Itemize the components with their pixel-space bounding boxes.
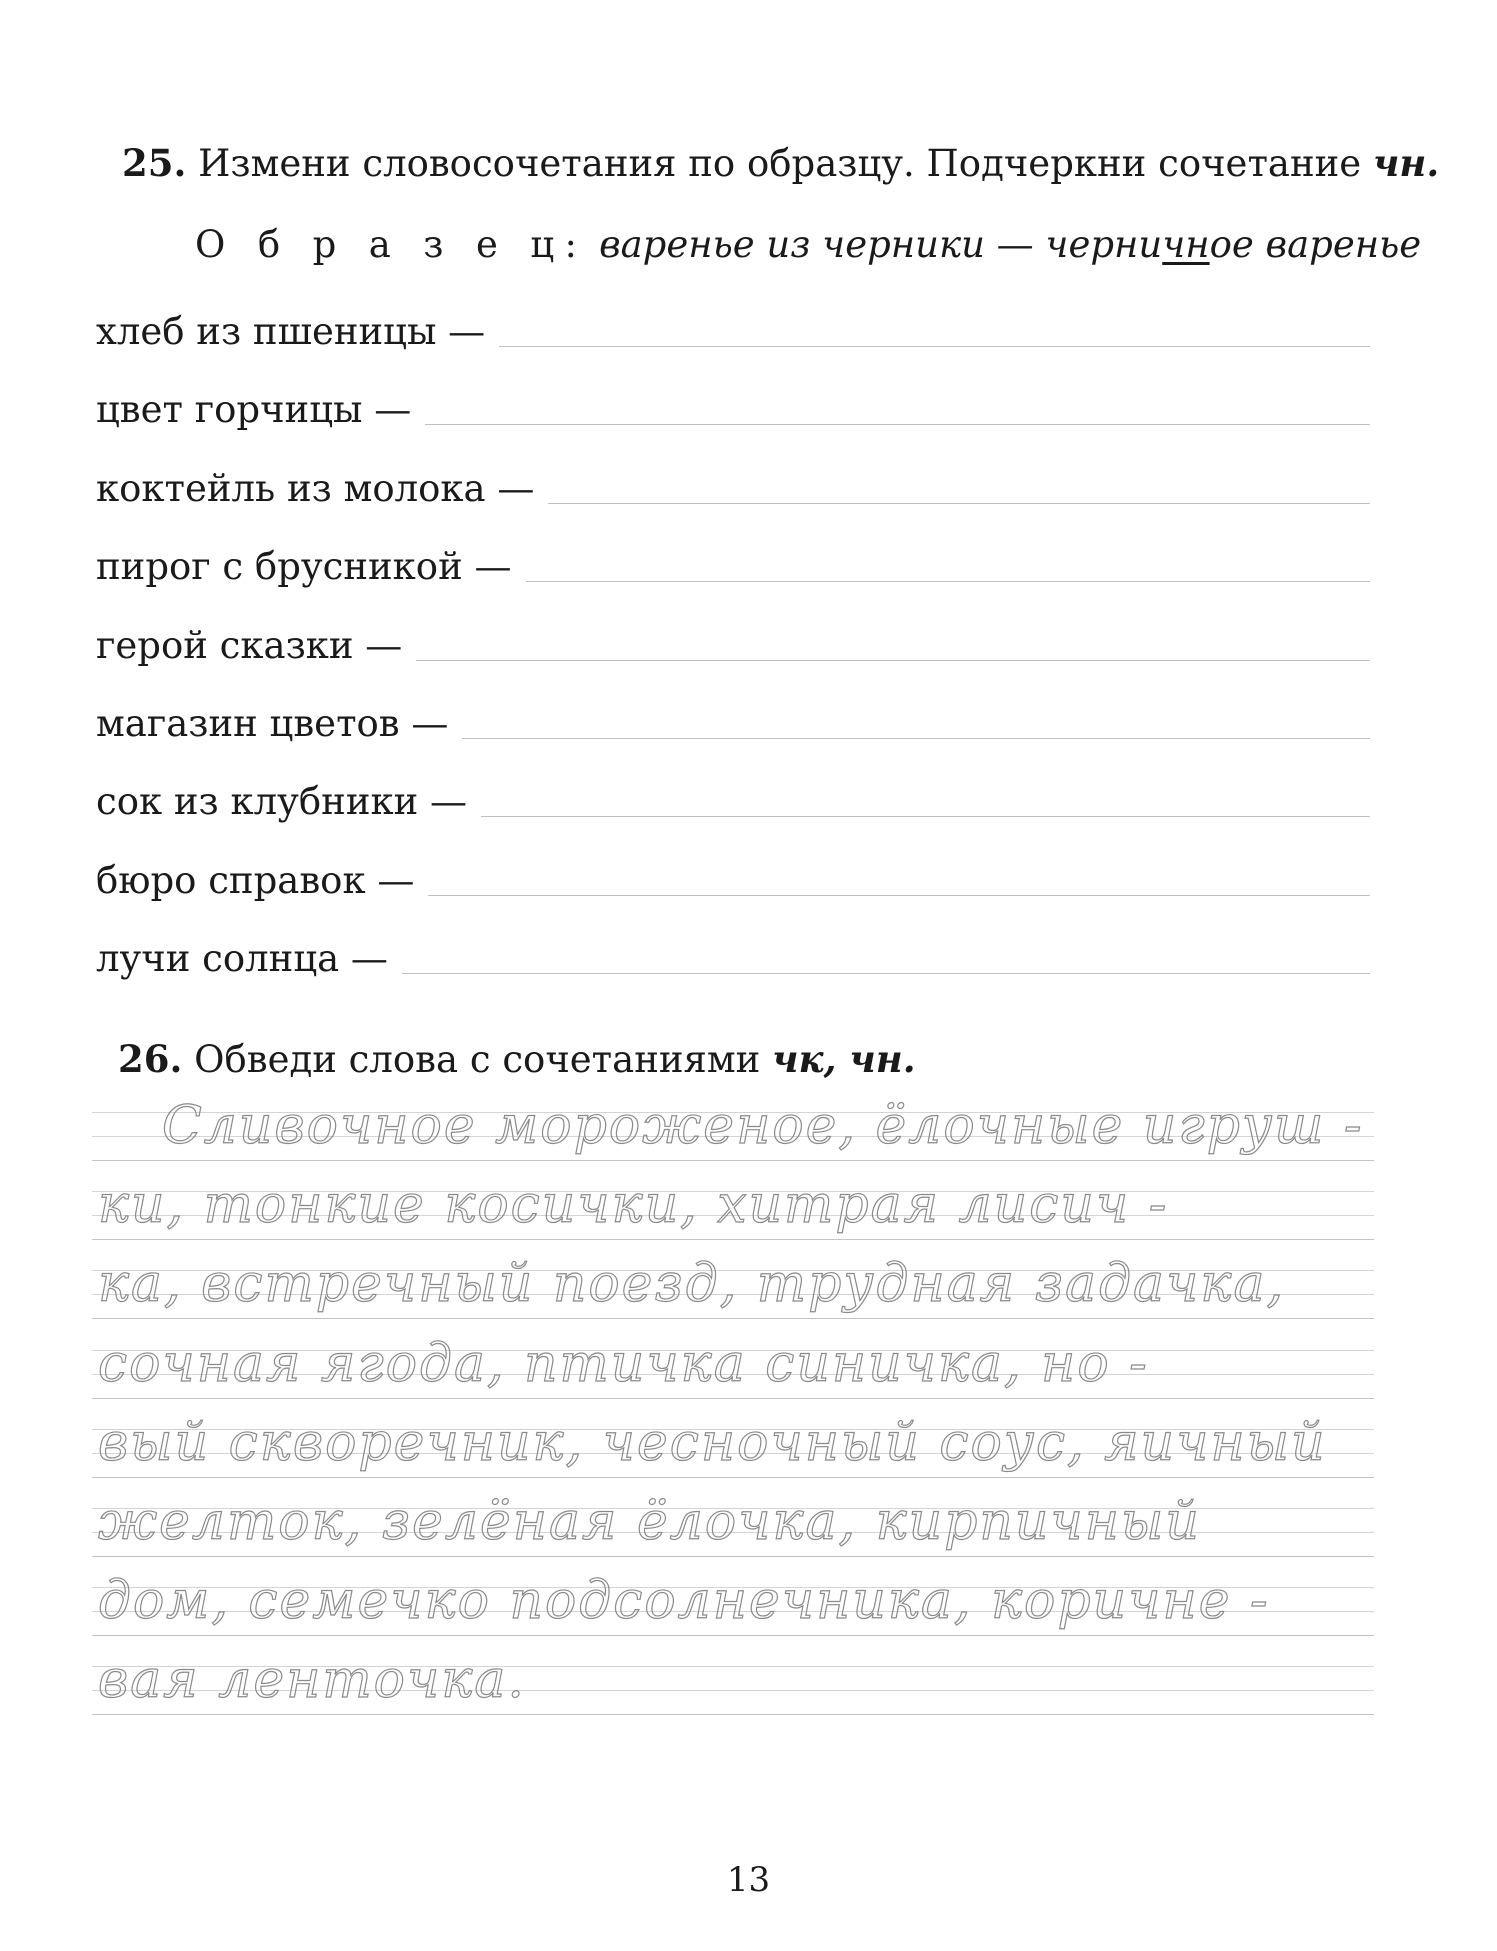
task-number: 25.	[122, 141, 187, 185]
exercise-row	[96, 935, 1370, 1013]
page-number: 13	[726, 1860, 771, 1900]
phrase-text: лучи солнца —	[96, 937, 388, 981]
task-26-heading	[118, 1034, 916, 1085]
tracing-line[interactable]	[92, 1169, 1374, 1248]
answer-line[interactable]	[416, 660, 1370, 661]
cursive-text: сочная ягода, птичка синичка, но -	[98, 1333, 1149, 1394]
exercise-row	[96, 778, 1370, 856]
tracing-line[interactable]	[92, 1090, 1374, 1169]
phrase-text: бюро справок —	[96, 858, 415, 902]
answer-line[interactable]	[462, 738, 1370, 739]
sample-line	[195, 220, 1421, 270]
cursive-text: дом, семечко подсолнечника, коричне -	[98, 1571, 1270, 1632]
tracing-line[interactable]	[92, 1248, 1374, 1327]
cursive-text: Сливочное мороженое, ёлочные игруш -	[162, 1096, 1364, 1156]
answer-line[interactable]	[428, 895, 1370, 896]
phrase-text: герой сказки —	[96, 623, 403, 667]
phrase-text: цвет горчицы —	[96, 388, 412, 432]
exercise-rows	[96, 308, 1370, 1014]
exercise-row	[96, 857, 1370, 935]
phrase-text: хлеб из пшеницы —	[96, 310, 486, 353]
cursive-text: желток, зелёная ёлочка, кирпичный	[98, 1491, 1201, 1552]
exercise-row	[96, 622, 1370, 700]
cursive-text: ка, встречный поезд, трудная задачка,	[98, 1254, 1285, 1315]
exercise-row	[96, 465, 1370, 543]
tracing-line[interactable]	[92, 1565, 1374, 1644]
phrase-text: сок из клубники —	[96, 780, 468, 824]
cursive-text: ки, тонкие косички, хитрая лисич -	[98, 1175, 1169, 1236]
sample-label: О б р а з е ц:	[195, 223, 588, 266]
exercise-row	[96, 543, 1370, 621]
letter-combination: чк, чн.	[772, 1037, 916, 1081]
sample-phrase-end: ое варенье	[1209, 223, 1422, 266]
answer-line[interactable]	[425, 424, 1370, 425]
sample-phrase-start: варенье из черники — черни	[599, 223, 1163, 266]
phrase-text: пирог с брусникой —	[96, 545, 512, 589]
exercise-row	[96, 386, 1370, 464]
task-instruction: Измени словосочетания по образцу. Подчеркни сочетание	[198, 142, 1362, 185]
sample-underlined-combination: чн	[1162, 223, 1210, 266]
task-instruction: Обведи слова с сочетаниями	[194, 1038, 761, 1081]
task-25-heading	[122, 138, 1439, 189]
cursive-text: вый скворечник, чесночный соус, яичный	[98, 1412, 1327, 1473]
tracing-line[interactable]	[92, 1644, 1374, 1723]
phrase-text: коктейль из молока —	[96, 466, 535, 510]
letter-combination: чн.	[1372, 141, 1440, 185]
tracing-line[interactable]	[92, 1328, 1374, 1407]
answer-line[interactable]	[481, 816, 1370, 817]
tracing-line[interactable]	[92, 1407, 1374, 1486]
answer-line[interactable]	[548, 503, 1370, 504]
answer-line[interactable]	[402, 973, 1370, 974]
phrase-text: магазин цветов —	[96, 701, 449, 745]
task-number: 26.	[118, 1037, 183, 1081]
cursive-text: вая ленточка.	[98, 1650, 526, 1711]
tracing-line[interactable]	[92, 1486, 1374, 1565]
answer-line[interactable]	[499, 346, 1370, 347]
exercise-row	[96, 308, 1370, 386]
tracing-area	[92, 1090, 1374, 1724]
exercise-row	[96, 700, 1370, 778]
answer-line[interactable]	[526, 581, 1370, 582]
